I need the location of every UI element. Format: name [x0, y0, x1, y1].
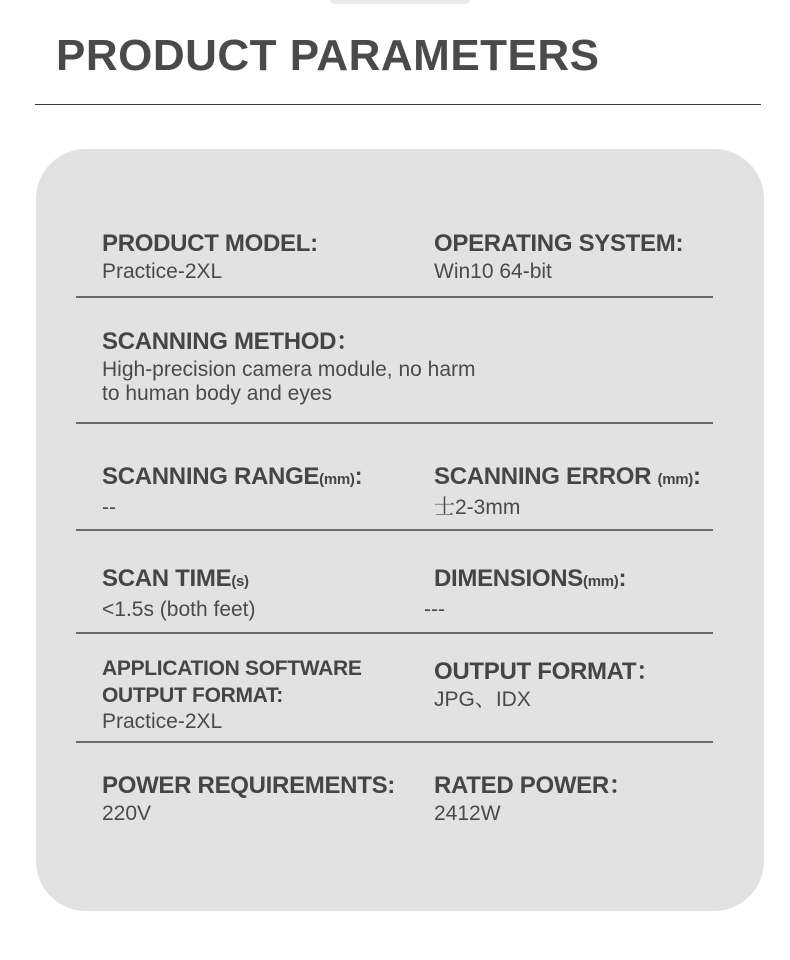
scanning-method-value-line2: to human body and eyes	[102, 382, 332, 405]
param-rated-power	[434, 771, 633, 826]
output-format-label: OUTPUT FORMAT：	[434, 658, 660, 685]
title-divider	[35, 104, 761, 105]
scanning-range-label-text: SCANNING RANGE	[102, 463, 320, 490]
scan-time-value: <1.5s (both feet)	[102, 598, 256, 621]
scanning-range-value: --	[102, 496, 116, 519]
row-divider	[76, 741, 713, 743]
scanning-error-value: 士2-3mm	[434, 496, 521, 519]
param-application-software	[102, 655, 362, 734]
scan-time-unit: (s)	[231, 573, 249, 590]
output-format-value: JPG、IDX	[434, 688, 531, 711]
page-title: PRODUCT PARAMETERS	[56, 31, 600, 80]
scanning-error-label	[434, 462, 701, 495]
scanning-method-value-line1: High-precision camera module, no harm	[102, 358, 476, 381]
scanning-error-unit: (mm)	[657, 471, 693, 488]
application-software-label-line1: APPLICATION SOFTWARE	[102, 657, 362, 680]
power-requirements-label: POWER REQUIREMENTS:	[102, 772, 395, 799]
param-operating-system	[434, 229, 683, 284]
param-power-requirements	[102, 771, 395, 826]
param-output-format	[434, 657, 660, 712]
row-divider	[76, 296, 713, 298]
operating-system-label: OPERATING SYSTEM:	[434, 230, 684, 257]
operating-system-value: Win10 64-bit	[434, 260, 552, 283]
param-product-model	[102, 229, 318, 284]
param-scan-time	[102, 564, 256, 622]
row-divider	[76, 422, 713, 424]
scan-time-label-text: SCAN TIME	[102, 565, 232, 592]
param-scanning-error	[434, 462, 701, 520]
scanning-error-suffix: :	[692, 463, 701, 490]
product-model-value: Practice-2XL	[102, 260, 223, 283]
scanning-range-suffix: :	[354, 463, 363, 490]
param-dimensions	[424, 564, 627, 622]
product-model-label: PRODUCT MODEL:	[102, 230, 318, 257]
dimensions-value: ---	[424, 598, 445, 621]
param-scanning-range	[102, 462, 362, 520]
rated-power-value: 2412W	[434, 802, 501, 825]
dimensions-unit: (mm)	[583, 573, 619, 590]
scanning-range-label	[102, 462, 362, 495]
scan-time-label	[102, 564, 256, 597]
scanning-error-label-text: SCANNING ERROR	[434, 463, 658, 490]
dimensions-label-text: DIMENSIONS	[434, 565, 584, 592]
power-requirements-value: 220V	[102, 802, 152, 825]
dimensions-label	[434, 564, 626, 597]
scanning-range-unit: (mm)	[319, 471, 355, 488]
row-divider	[76, 632, 713, 634]
application-software-value: Practice-2XL	[102, 710, 223, 733]
dimensions-suffix: :	[618, 565, 627, 592]
row-divider	[76, 529, 713, 531]
top-tab-decoration	[330, 0, 470, 4]
scanning-method-label: SCANNING METHOD：	[102, 328, 360, 355]
param-scanning-method	[102, 327, 476, 406]
rated-power-label: RATED POWER：	[434, 772, 633, 799]
application-software-label-line2: OUTPUT FORMAT:	[102, 684, 283, 707]
